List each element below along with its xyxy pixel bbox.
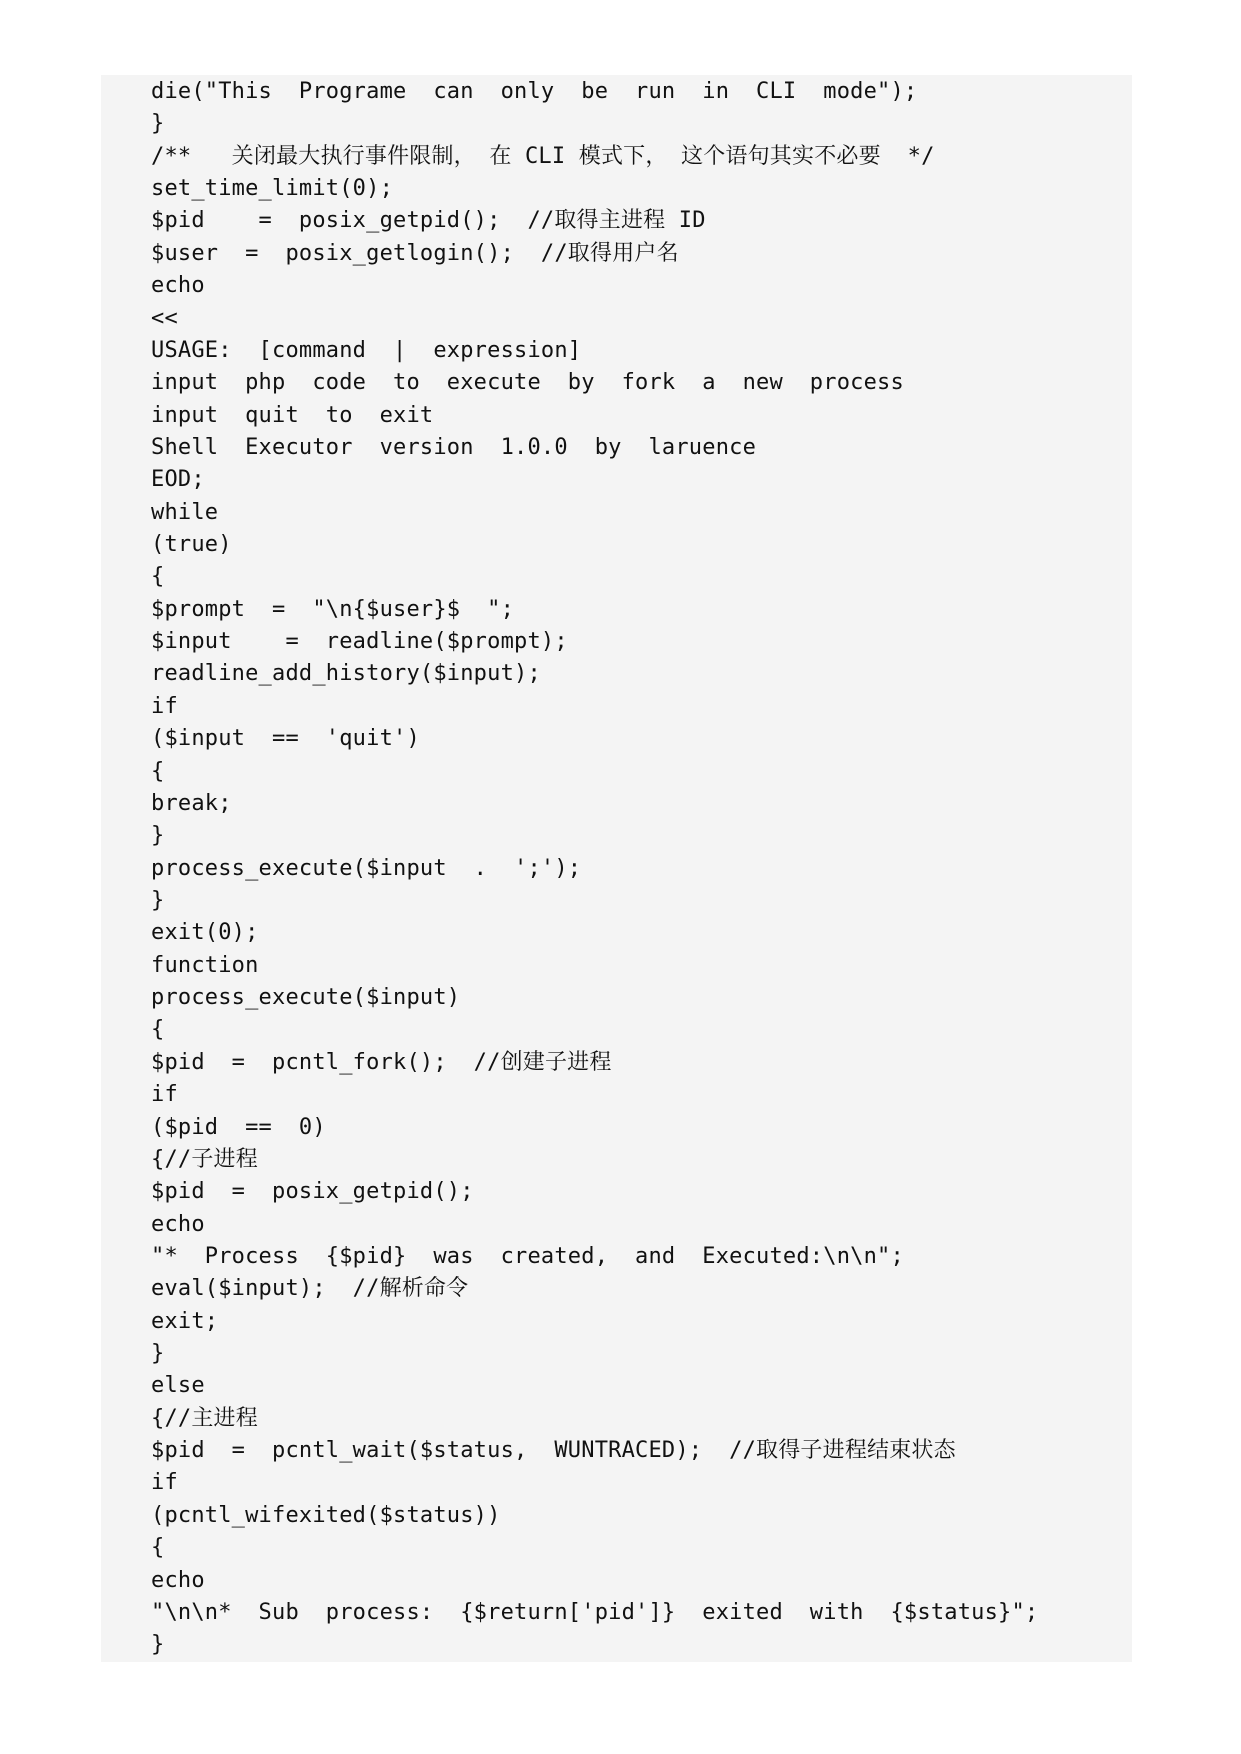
code-line: exit(0); [151, 920, 259, 946]
code-line: { [151, 564, 165, 590]
code-line: process_execute($input) [151, 985, 461, 1011]
code-line: echo [151, 1567, 205, 1593]
code-line: } [151, 111, 165, 137]
code-line: set_time_limit(0); [151, 176, 394, 202]
code-line: $pid = pcntl_fork(); //创建子进程 [151, 1049, 612, 1075]
code-line: $pid = posix_getpid(); [151, 1179, 474, 1205]
code-line: $pid = pcntl_wait($status, WUNTRACED); //取得子进程结束状态 [151, 1438, 956, 1464]
code-line: "* Process {$pid} was created, and Executed:\n\n"; [151, 1243, 904, 1269]
code-line: while [151, 499, 219, 525]
code-line: break; [151, 790, 232, 816]
code-line: { [151, 758, 165, 784]
code-line: $input = readline($prompt); [151, 629, 568, 655]
code-line: if [151, 1082, 178, 1108]
code-line: } [151, 887, 165, 913]
code-line: { [151, 1535, 165, 1561]
code-line: (true) [151, 532, 232, 558]
code-line: } [151, 823, 165, 849]
code-line: else [151, 1373, 205, 1399]
code-line: input quit to exit [151, 402, 434, 428]
code-line: (pcntl_wifexited($status)) [151, 1502, 501, 1528]
code-line: $user = posix_getlogin(); //取得用户名 [151, 240, 679, 266]
code-line: {//主进程 [151, 1405, 258, 1431]
code-line: } [151, 1632, 165, 1658]
code-line: if [151, 1470, 178, 1496]
code-line: << [151, 305, 178, 331]
code-line: USAGE: [command | expression] [151, 337, 582, 363]
code-line: "\n\n* Sub process: {$return['pid']} exited with {$status}"; [151, 1599, 1039, 1625]
code-line: function [151, 952, 259, 978]
code-line: input php code to execute by fork a new process [151, 370, 904, 396]
code-line: process_execute($input . ';'); [151, 855, 582, 881]
code-line: echo [151, 1211, 205, 1237]
code-line: } [151, 1341, 165, 1367]
code-line: ($pid == 0) [151, 1114, 326, 1140]
code-line: exit; [151, 1308, 219, 1334]
code-line: /** 关闭最大执行事件限制， 在 CLI 模式下， 这个语句其实不必要 */ [151, 143, 935, 169]
code-line: { [151, 1017, 165, 1043]
code-line: EOD; [151, 467, 205, 493]
code-line: if [151, 693, 178, 719]
code-listing [151, 76, 1038, 1662]
code-line: $pid = posix_getpid(); //取得主进程 ID [151, 208, 706, 234]
code-line: $prompt = "\n{$user}$ "; [151, 596, 515, 622]
code-line: {//子进程 [151, 1146, 258, 1172]
code-line: eval($input); //解析命令 [151, 1276, 469, 1302]
code-line: ($input == 'quit') [151, 726, 420, 752]
code-line: die("This Programe can only be run in CLI mode"); [151, 79, 918, 104]
code-line: readline_add_history($input); [151, 661, 541, 687]
code-line: echo [151, 273, 205, 299]
code-line: Shell Executor version 1.0.0 by laruence [151, 434, 757, 460]
